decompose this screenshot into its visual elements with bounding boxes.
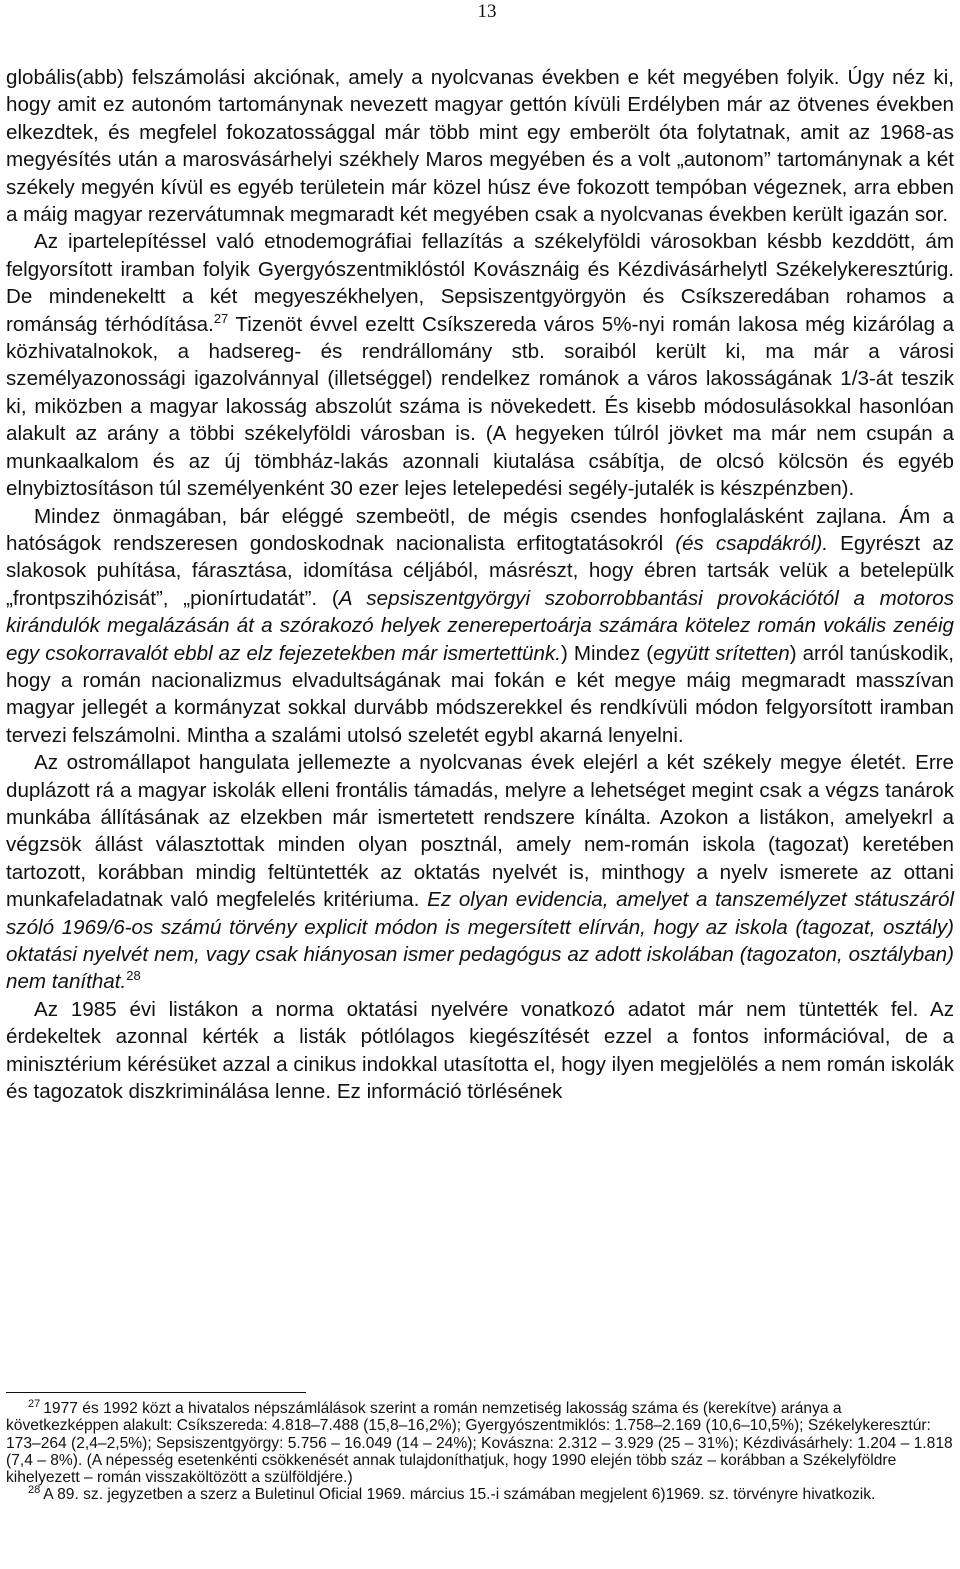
paragraph: [6, 228, 954, 502]
page-number: 13: [477, 1, 497, 22]
text-run: ) Mindez (: [561, 641, 654, 665]
text-run: globális(abb) felszámolási akciónak, amely a nyolcvanas években e két megyében folyik. Úgy néz ki, hogy amit ez autonóm tartománynak nevezett magyar gettón kívüli Erdélyben már az ötvenes években elkezdtek, és megfelel fokozatossággal már több mint egy emberölt óta folytatnak, amit az 1968-as megyésítés után a marosvásárhelyi székhely Maros megyében és a volt „autonom” tartománynak a két székely megyén kívül es egyéb területein már közel húsz éve fokozott tempóban végeznek, arra ebben a máig magyar rezervátumnak megmaradt két megyében csak a nyolcvanas években került igazán sor.: [6, 66, 954, 227]
italic-text: (és csapdákról).: [675, 531, 829, 555]
body-text: [6, 64, 954, 1105]
footnote-text: A 89. sz. jegyzetben a szerz a Buletinul Oficial 1969. március 15.-i számában megjelent 6)1969. sz. törvényre hivatkozik.: [43, 1486, 876, 1504]
text-run: Tizenöt évvel ezeltt Csíkszereda város 5%-nyi román lakosa még kizárólag a közhivatalnokok, a hadsereg- és rendrállomány stb. soraiból került ki, ma már a városi személyazonossági igazolvánnyal (illetséggel) rendelkez románok a város lakosságának 1/3-át teszik ki, miközben a magyar lakosság abszolút száma is növekedett. És kisebb módosulásokkal hasonlóan alakult az arány a többi székelyföldi városban is. (A hegyeken túlról jövket ma már nem csupán a munkaalkalom és az új tömbház-lakás azonnali kiutalása csábítja, de olcsó kölcsön és egyéb elnybiztosításon túl személyenként 30 ezer lejes letelepedési segély-jutalék is készpénzben).: [6, 312, 954, 501]
footnote-text: 1977 és 1992 közt a hivatalos népszámlálások szerint a román nemzetiség lakosság száma és (kerekítve) aránya a következképpen alakult: Csíkszereda: 4.818–7.488 (15,8–16,2%); Gyergyószentmiklós: 1.758–2.169 (10,6–10,5%); Székelykeresztúr: 173–264 (2,4–2,5%); Sepsiszentgyörgy: 5.756 – 16.049 (14 – 24%); Kovászna: 2.312 – 3.929 (25 – 31%); Kézdivásárhely: 1.204 – 1.818 (7,4 – 8%). (A népesség esetenkénti csökkenését annak tulajdoníthatjuk, hogy 1990 elején több száz – korábban a Székelyföldre kihelyezett – román visszaköltözött a szülföldjére.): [6, 1400, 953, 1487]
footnote-reference: 27: [213, 310, 229, 326]
paragraph: [6, 64, 954, 228]
text-run: ) arról tanúskodik, hogy a román nacionalizmus elvadultságának mai fokán e két megye máig megmaradt masszívan magyar jellegét a kormányzat sokkal durvább módszerekkel és rendkívüli módon felgyorsított iramban tervezi felszámolni. Mintha a szalámi utolsó szeletét egybl akarná lenyelni.: [6, 641, 954, 747]
footnote: [6, 1486, 954, 1503]
paragraph: [6, 749, 954, 996]
footnotes: [6, 1400, 954, 1504]
footnote-reference: 28: [126, 968, 141, 984]
footnote: [6, 1400, 954, 1486]
text-run: Az 1985 évi listákon a norma oktatási nyelvére vonatkozó adatot már nem tüntették fel. Az érdekeltek azonnal kérték a listák pótlólagos kiegészítését ezzel a fontos információval, de a minisztérium kérésüket azzal a cinikus indokkal utasította el, hogy ilyen megjelölés a nem román iskolák és tagozatok diszkriminálása lenne. Ez információ törlésének: [6, 997, 954, 1104]
italic-text: együtt srítetten: [653, 641, 790, 665]
italic-text: A sepsiszentgyörgyi szoborrobbantási provokációtól a motoros kirándulók megalázásán át a szórakozó helyek zenerepertoárja számára kötelez román vokális zenéig egy csokorravalót ebbl az elz fejezetekben már ismertettünk.: [6, 586, 954, 665]
footnote-marker: 27: [28, 1398, 41, 1410]
text-run: Az ostromállapot hangulata jellemezte a nyolcvanas évek elejérl a két székely megye életét. Erre duplázott rá a magyar iskolák elleni frontális támadás, melyre a lehetséget megint csak a végzs tanárok munkába állításának az elzekben már ismertetett rendszere kínálta. Azokon a listákon, amelyekrl a végzsök állást választottak minden olyan posztnál, amely nem-román iskola (tagozat) keretében tartozott, korábban mindig feltüntették az oktatás nyelvét is, minthogy a nyelv ismerete az ottani munkafeladatnak való megfelelés kritériuma.: [6, 751, 954, 912]
footnote-marker: 28: [28, 1484, 41, 1497]
italic-text: Ez olyan evidencia, amelyet a tanszemélyzet státuszáról szóló 1969/6-os számú törvény explicit módon is megersített elírván, hogy az iskola (tagozat, osztály) oktatási nyelvét nem, vagy csak hiányosan ismer pedagógus az adott iskolában (tagozaton, osztályban) nem taníthat.: [6, 888, 954, 994]
paragraph: [6, 996, 954, 1106]
text-run: Egyrészt az slakosok puhítása, fárasztása, idomítása céljából, másrészt, hogy ébren tartsák velük a betelepülk „frontpszihózisát”, „pionírtudatát”. (: [6, 531, 954, 610]
text-run: Mindez önmagában, bár eléggé szembeötl, de mégis csendes honfoglalásként zajlana. Ám a hatóságok rendszeresen gondoskodnak nacionalista erfitogtatásokról: [6, 504, 954, 555]
paragraph: [6, 503, 954, 750]
text-run: Az ipartelepítéssel való etnodemográfiai fellazítás a székelyföldi városokban késbb kezddött, ám felgyorsított iramban folyik Gyergyószentmiklóstól Kovásznáig és Kézdivásárhelytl Székelykeresztúrig. De mindenekeltt a két megyeszékhelyen, Sepsiszentgyörgyön és Csíkszeredában rohamos a románság térhódítása.: [6, 230, 954, 336]
footnote-separator: [6, 1392, 306, 1393]
